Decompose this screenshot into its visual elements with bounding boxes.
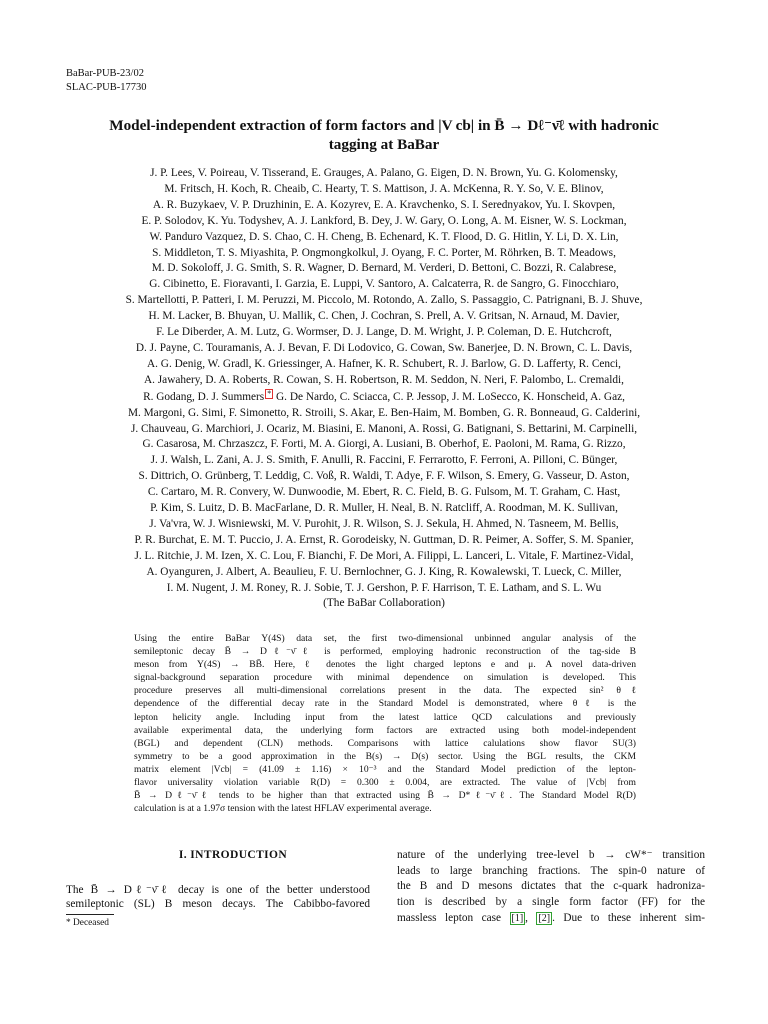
author-line: A. R. Buzykaev, V. P. Druzhinin, E. A. Kozyrev, E. A. Kravchenko, S. I. Serednyakov, Yu. I. Skovpen, bbox=[152, 198, 616, 211]
abstract-line: available experimental data, the underlying form factors are extracted using both model-independent bbox=[134, 724, 636, 736]
abstract-line: semileptonic decay B̄ → Dℓ⁻ν̄ℓ is performed, employing hadronic reconstruction of the tag-side B bbox=[134, 646, 636, 658]
text-line: tion is described by a single form factor (FF) for the bbox=[397, 896, 705, 909]
citation-link-2[interactable]: [2] bbox=[538, 912, 551, 924]
left-column bbox=[66, 848, 370, 912]
author-line: E. P. Solodov, K. Yu. Todyshev, A. J. Lankford, B. Dey, J. W. Gary, O. Long, A. M. Eisner, W. S. Lockman, bbox=[141, 214, 627, 227]
author-line: M. Fritsch, H. Koch, R. Cheaib, C. Hearty, T. S. Mattison, J. A. McKenna, R. Y. So, V. E. Blinov, bbox=[164, 182, 604, 195]
author-names: R. Godang, D. J. Summers bbox=[143, 390, 265, 403]
author-line: P. R. Burchat, E. M. T. Puccio, J. A. Ernst, R. Gorodeisky, N. Guttman, D. R. Peimer, A. Soffer, S. M. Spanier, bbox=[134, 533, 634, 546]
abstract-line: lepton helicity angle. Including input from the latest lattice QCD calculations and previously bbox=[134, 711, 636, 723]
author-line: G. Cibinetto, E. Fioravanti, I. Garzia, E. Luppi, V. Santoro, A. Calcaterra, R. de Sangro, G. Finocchiaro, bbox=[149, 278, 619, 291]
author-line: P. Kim, S. Luitz, D. B. MacFarlane, D. R. Muller, H. Neal, B. N. Ratcliff, A. Roodman, M. K. Sullivan, bbox=[150, 502, 618, 515]
text-fragment: . Due to these inherent sim- bbox=[552, 911, 705, 924]
section-heading-introduction: I. INTRODUCTION bbox=[178, 849, 288, 861]
author-line: C. Cartaro, M. R. Convery, W. Dunwoodie, M. Ebert, R. C. Field, B. G. Fulsom, M. T. Graham, C. Hast, bbox=[147, 486, 621, 499]
author-line: J. Chauveau, G. Marchiori, J. Ocariz, M. Biasini, E. Manoni, A. Rossi, G. Batignani, S. Bettarini, M. Carpinelli, bbox=[130, 422, 638, 435]
abstract-line: calculation is at a 1.97σ tension with the latest HFLAV experimental average. bbox=[134, 803, 432, 815]
author-line: H. M. Lacker, B. Bhuyan, U. Mallik, C. Chen, J. Cochran, S. Prell, A. V. Gritsan, N. Arnaud, M. Davier, bbox=[148, 310, 620, 323]
citation-link-1[interactable]: [1] bbox=[511, 912, 524, 924]
report-identifiers bbox=[66, 67, 147, 95]
text-line: the B and D mesons dictates that the c-quark hadroniza- bbox=[397, 880, 705, 893]
report-id-slac: SLAC-PUB-17730 bbox=[66, 82, 147, 93]
footnote-deceased: * Deceased bbox=[66, 918, 109, 928]
author-names: G. De Nardo, C. Sciacca, C. P. Jessop, J. M. LoSecco, K. Honscheid, A. Gaz, bbox=[273, 390, 625, 403]
abstract-line: matrix element |Vcb| = (41.09 ± 1.16) × 10⁻³ and the Standard Model prediction of the lepton- bbox=[134, 763, 636, 775]
author-line: D. J. Payne, C. Touramanis, A. J. Bevan, F. Di Lodovico, G. Cowan, Sw. Banerjee, D. N. Brown, C. L. Davis, bbox=[135, 341, 633, 354]
text-line: semileptonic (SL) B meson decays. The Cabibbo-favored bbox=[66, 898, 370, 911]
author-line: A. Oyanguren, J. Albert, A. Beaulieu, F. U. Bernlochner, G. J. King, R. Kowalewski, T. Lueck, C. Miller, bbox=[146, 565, 622, 578]
abstract-line: signal-background separation procedure with minimal dependence on simulation is developed. This bbox=[134, 672, 636, 684]
paper-title bbox=[40, 116, 728, 154]
author-line: I. M. Nugent, J. M. Roney, R. J. Sobie, T. J. Gershon, P. F. Harrison, T. E. Latham, and S. L. Wu bbox=[166, 581, 602, 594]
report-id-babar: BaBar-PUB-23/02 bbox=[66, 68, 144, 79]
author-line: M. Margoni, G. Simi, F. Simonetto, R. Stroili, S. Akar, E. Ben-Haim, M. Bomben, G. R. Bonneaud, G. Calderini, bbox=[127, 406, 641, 419]
abstract-line: procedure preserves all multi-dimensional correlations present in the data. The expected sin² θℓ bbox=[134, 685, 636, 697]
abstract-line: (BGL) and dependent (CLN) methods. Comparisons with lattice calulations show flavor SU(3) bbox=[134, 737, 636, 749]
author-line: A. Jawahery, D. A. Roberts, R. Cowan, S. H. Robertson, R. M. Seddon, N. Neri, F. Palombo, L. Cremaldi, bbox=[143, 373, 625, 386]
text-line-with-citations bbox=[397, 911, 705, 927]
author-line: G. Casarosa, M. Chrzaszcz, F. Forti, M. A. Giorgi, A. Lusiani, B. Oberhof, E. Paoloni, M. Rama, G. Rizzo, bbox=[142, 438, 626, 451]
abstract-line: meson from Υ(4S) → BB̄. Here, ℓ denotes the light charged leptons e and μ. A novel data-driven bbox=[134, 659, 636, 671]
text-line: nature of the underlying tree-level b → cW*⁻ transition bbox=[397, 849, 705, 861]
title-line-2: tagging at BaBar bbox=[328, 136, 440, 153]
abstract-line: B̄ → Dℓ⁻ν̄ℓ tends to be higher than that extracted using B̄ → D*ℓ⁻ν̄ℓ. The Standard Model R(D) bbox=[134, 790, 636, 802]
author-line: S. Dittrich, O. Grünberg, T. Leddig, C. Voß, R. Waldi, T. Adye, F. F. Wilson, S. Emery, G. Vasseur, D. Aston, bbox=[138, 470, 630, 483]
author-line: A. G. Denig, W. Gradl, K. Griessinger, A. Hafner, K. R. Schubert, R. J. Barlow, G. D. Lafferty, R. Cenci, bbox=[146, 357, 621, 370]
abstract bbox=[134, 632, 636, 815]
author-line: J. J. Walsh, L. Zani, A. J. S. Smith, F. Anulli, R. Faccini, F. Ferrarotto, F. Ferroni, A. Pilloni, C. Bünger, bbox=[150, 454, 618, 467]
author-line: J. L. Ritchie, J. M. Izen, X. C. Lou, F. Bianchi, F. De Mori, A. Filippi, L. Lanceri, L. Vitale, F. Martinez-Vidal, bbox=[134, 549, 634, 562]
intro-paragraph-left bbox=[66, 883, 370, 912]
footnote-divider bbox=[66, 914, 114, 915]
footnote-link[interactable]: * bbox=[267, 388, 272, 398]
collaboration-name: (The BaBar Collaboration) bbox=[323, 597, 445, 610]
author-line-with-footnote bbox=[40, 389, 728, 406]
text-fragment: massless lepton case bbox=[397, 911, 510, 924]
abstract-line: flavor universality violation variable R(D) = 0.300 ± 0.004, are extracted. The value of |Vcb| from bbox=[134, 777, 636, 789]
abstract-line: symmetry to be a good approximation in the B(s) → D(s) sector. Using the BGL results, the CKM bbox=[134, 750, 636, 762]
abstract-line: dependence of the differential decay rate in the Standard Model is demonstrated, where θℓ is the bbox=[134, 698, 636, 710]
author-line: S. Martellotti, P. Patteri, I. M. Peruzzi, M. Piccolo, M. Rotondo, A. Zallo, S. Passaggio, C. Patrignani, B. J. Shuve, bbox=[125, 294, 643, 307]
author-line: J. P. Lees, V. Poireau, V. Tisserand, E. Grauges, A. Palano, G. Eigen, D. N. Brown, Yu. G. Kolomensky, bbox=[150, 167, 618, 179]
author-line: M. D. Sokoloff, J. G. Smith, S. R. Wagner, D. Bernard, M. Verderi, D. Bettoni, C. Bozzi, R. Calabrese, bbox=[151, 262, 617, 275]
right-column bbox=[397, 848, 705, 927]
abstract-line: Using the entire BaBar Υ(4S) data set, the first two-dimensional unbinned angular analysis of the bbox=[134, 633, 636, 644]
author-line: S. Middleton, T. S. Miyashita, P. Ongmongkolkul, J. Oyang, F. C. Porter, M. Röhrken, B. T. Meadows, bbox=[152, 246, 616, 259]
author-list bbox=[40, 166, 728, 612]
author-line: J. Va'vra, W. J. Wisniewski, M. V. Purohit, J. R. Wilson, S. J. Sekula, H. Ahmed, N. Tasneem, M. Bellis, bbox=[149, 517, 619, 530]
author-line: W. Panduro Vazquez, D. S. Chao, C. H. Cheng, B. Echenard, K. T. Flood, D. G. Hitlin, Y. Li, D. X. Lin, bbox=[149, 230, 619, 243]
text-line: The B̄ → Dℓ⁻ν̄ℓ decay is one of the better understood bbox=[66, 883, 370, 896]
text-fragment: , bbox=[525, 911, 537, 924]
author-line: F. Le Diberder, A. M. Lutz, G. Wormser, D. J. Lange, D. M. Wright, J. P. Coleman, D. E. Hutchcroft, bbox=[156, 326, 612, 339]
title-line-1: Model-independent extraction of form factors and |V cb| in B̄ → Dℓ⁻ν̄ℓ with hadronic bbox=[109, 117, 659, 134]
text-line: leads to large branching fractions. The spin-0 nature of bbox=[397, 864, 705, 877]
